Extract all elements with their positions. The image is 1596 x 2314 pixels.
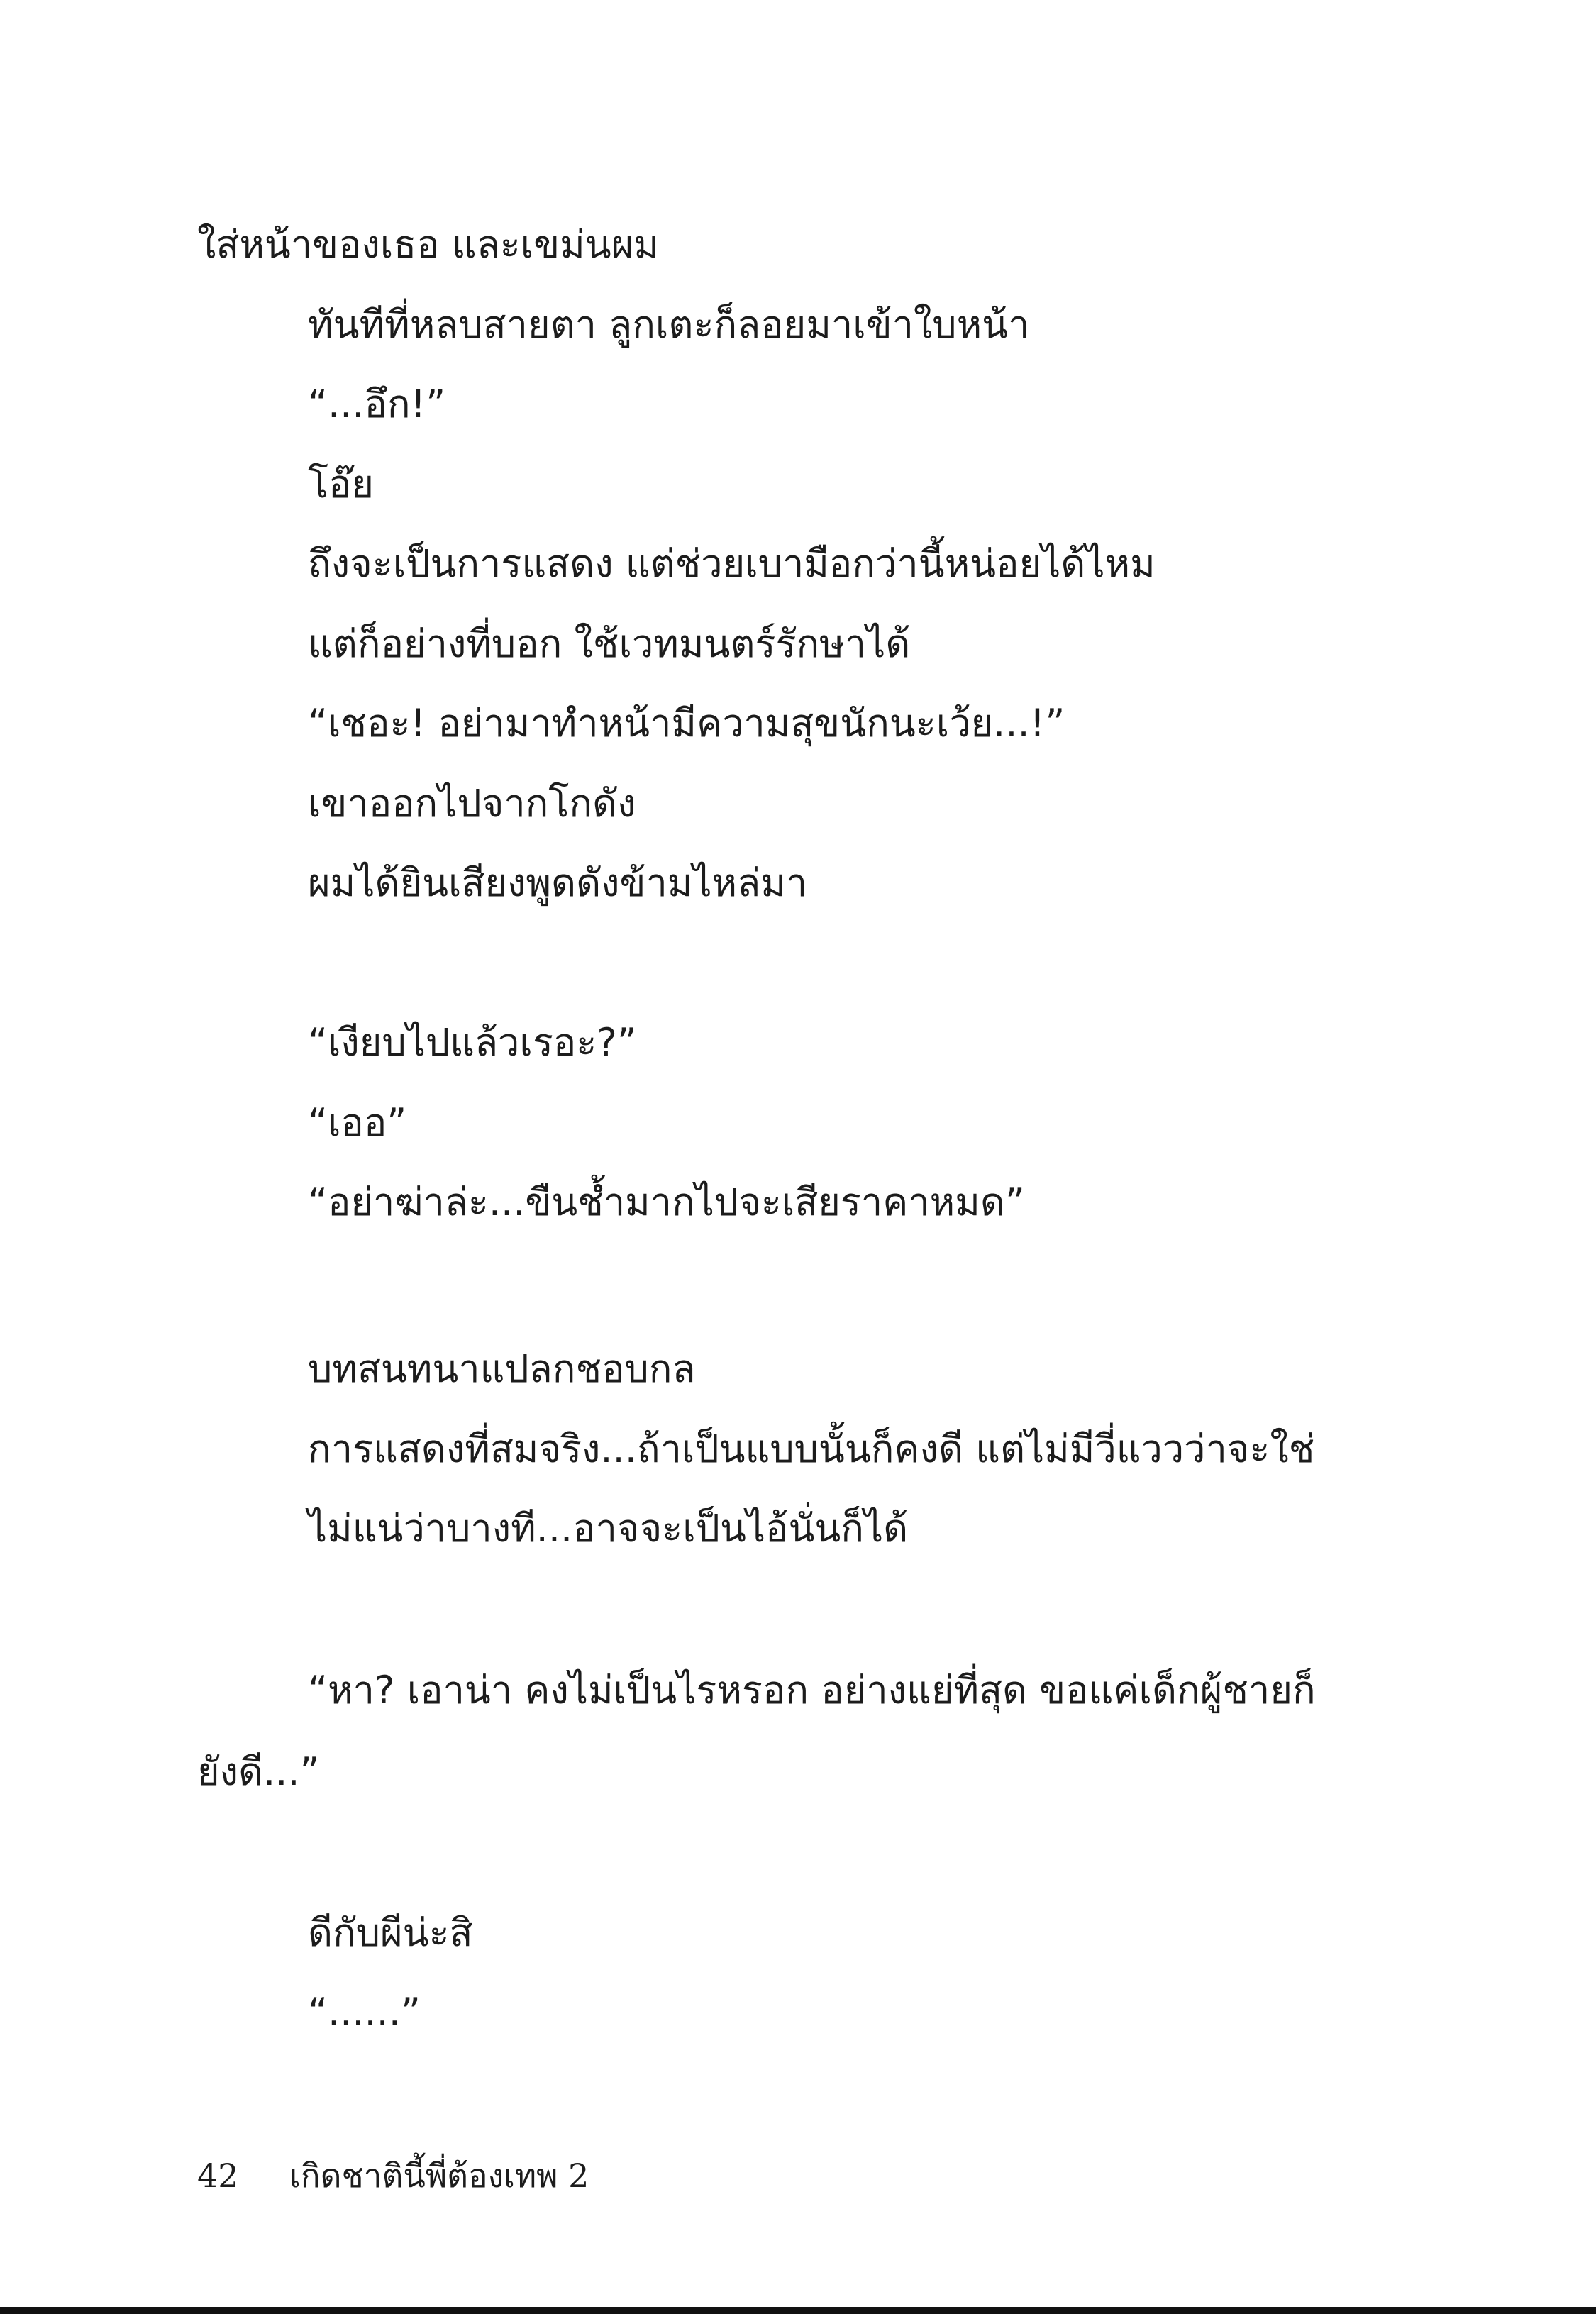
- text-line: “อย่าฆ่าล่ะ...ขืนช้ำมากไปจะเสียราคาหมด”: [308, 1180, 1025, 1224]
- book-title: เกิดชาตินี้พี่ต้องเทพ 2: [289, 2157, 589, 2195]
- text-line: เขาออกไปจากโกดัง: [308, 781, 636, 826]
- text-line: ยังดี...”: [197, 1749, 320, 1794]
- text-line: “...อึก!”: [308, 382, 446, 426]
- text-line: “หา? เอาน่า คงไม่เป็นไรหรอก อย่างแย่ที่สุด ขอแค่เด็กผู้ชายก็: [308, 1668, 1316, 1712]
- text-line: การแสดงที่สมจริง...ถ้าเป็นแบบนั้นก็คงดี แต่ไม่มีวี่แววว่าจะใช่: [308, 1427, 1315, 1471]
- text-line: ผมได้ยินเสียงพูดดังข้ามไหล่มา: [308, 860, 808, 905]
- text-line: ทันทีที่หลบสายตา ลูกเตะก็ลอยมาเข้าใบหน้า: [308, 302, 1030, 347]
- text-line: “เชอะ! อย่ามาทำหน้ามีความสุขนักนะเว้ย...!”: [308, 701, 1065, 746]
- page-footer: [197, 2151, 589, 2200]
- text-line: ถึงจะเป็นการแสดง แต่ช่วยเบามือกว่านี้หน่อยได้ไหม: [308, 541, 1156, 586]
- text-line: บทสนทนาแปลกชอบกล: [308, 1346, 696, 1391]
- text-line: “......”: [308, 1990, 421, 2035]
- text-line: “เออ”: [308, 1100, 407, 1145]
- text-line: ดีกับผีน่ะสิ: [308, 1910, 473, 1955]
- text-line: ไม่แน่ว่าบางที...อาจจะเป็นไอ้นั่นก็ได้: [308, 1506, 909, 1551]
- text-line: “เงียบไปแล้วเรอะ?”: [308, 1020, 637, 1065]
- text-line: โอ๊ย: [308, 462, 375, 506]
- text-line: ใส่หน้าของเธอ และเขม่นผม: [197, 222, 659, 267]
- text-line: แต่ก็อย่างที่บอก ใช้เวทมนตร์รักษาได้: [308, 621, 911, 666]
- bottom-border: [0, 2307, 1596, 2314]
- page-number: 42: [197, 2157, 239, 2195]
